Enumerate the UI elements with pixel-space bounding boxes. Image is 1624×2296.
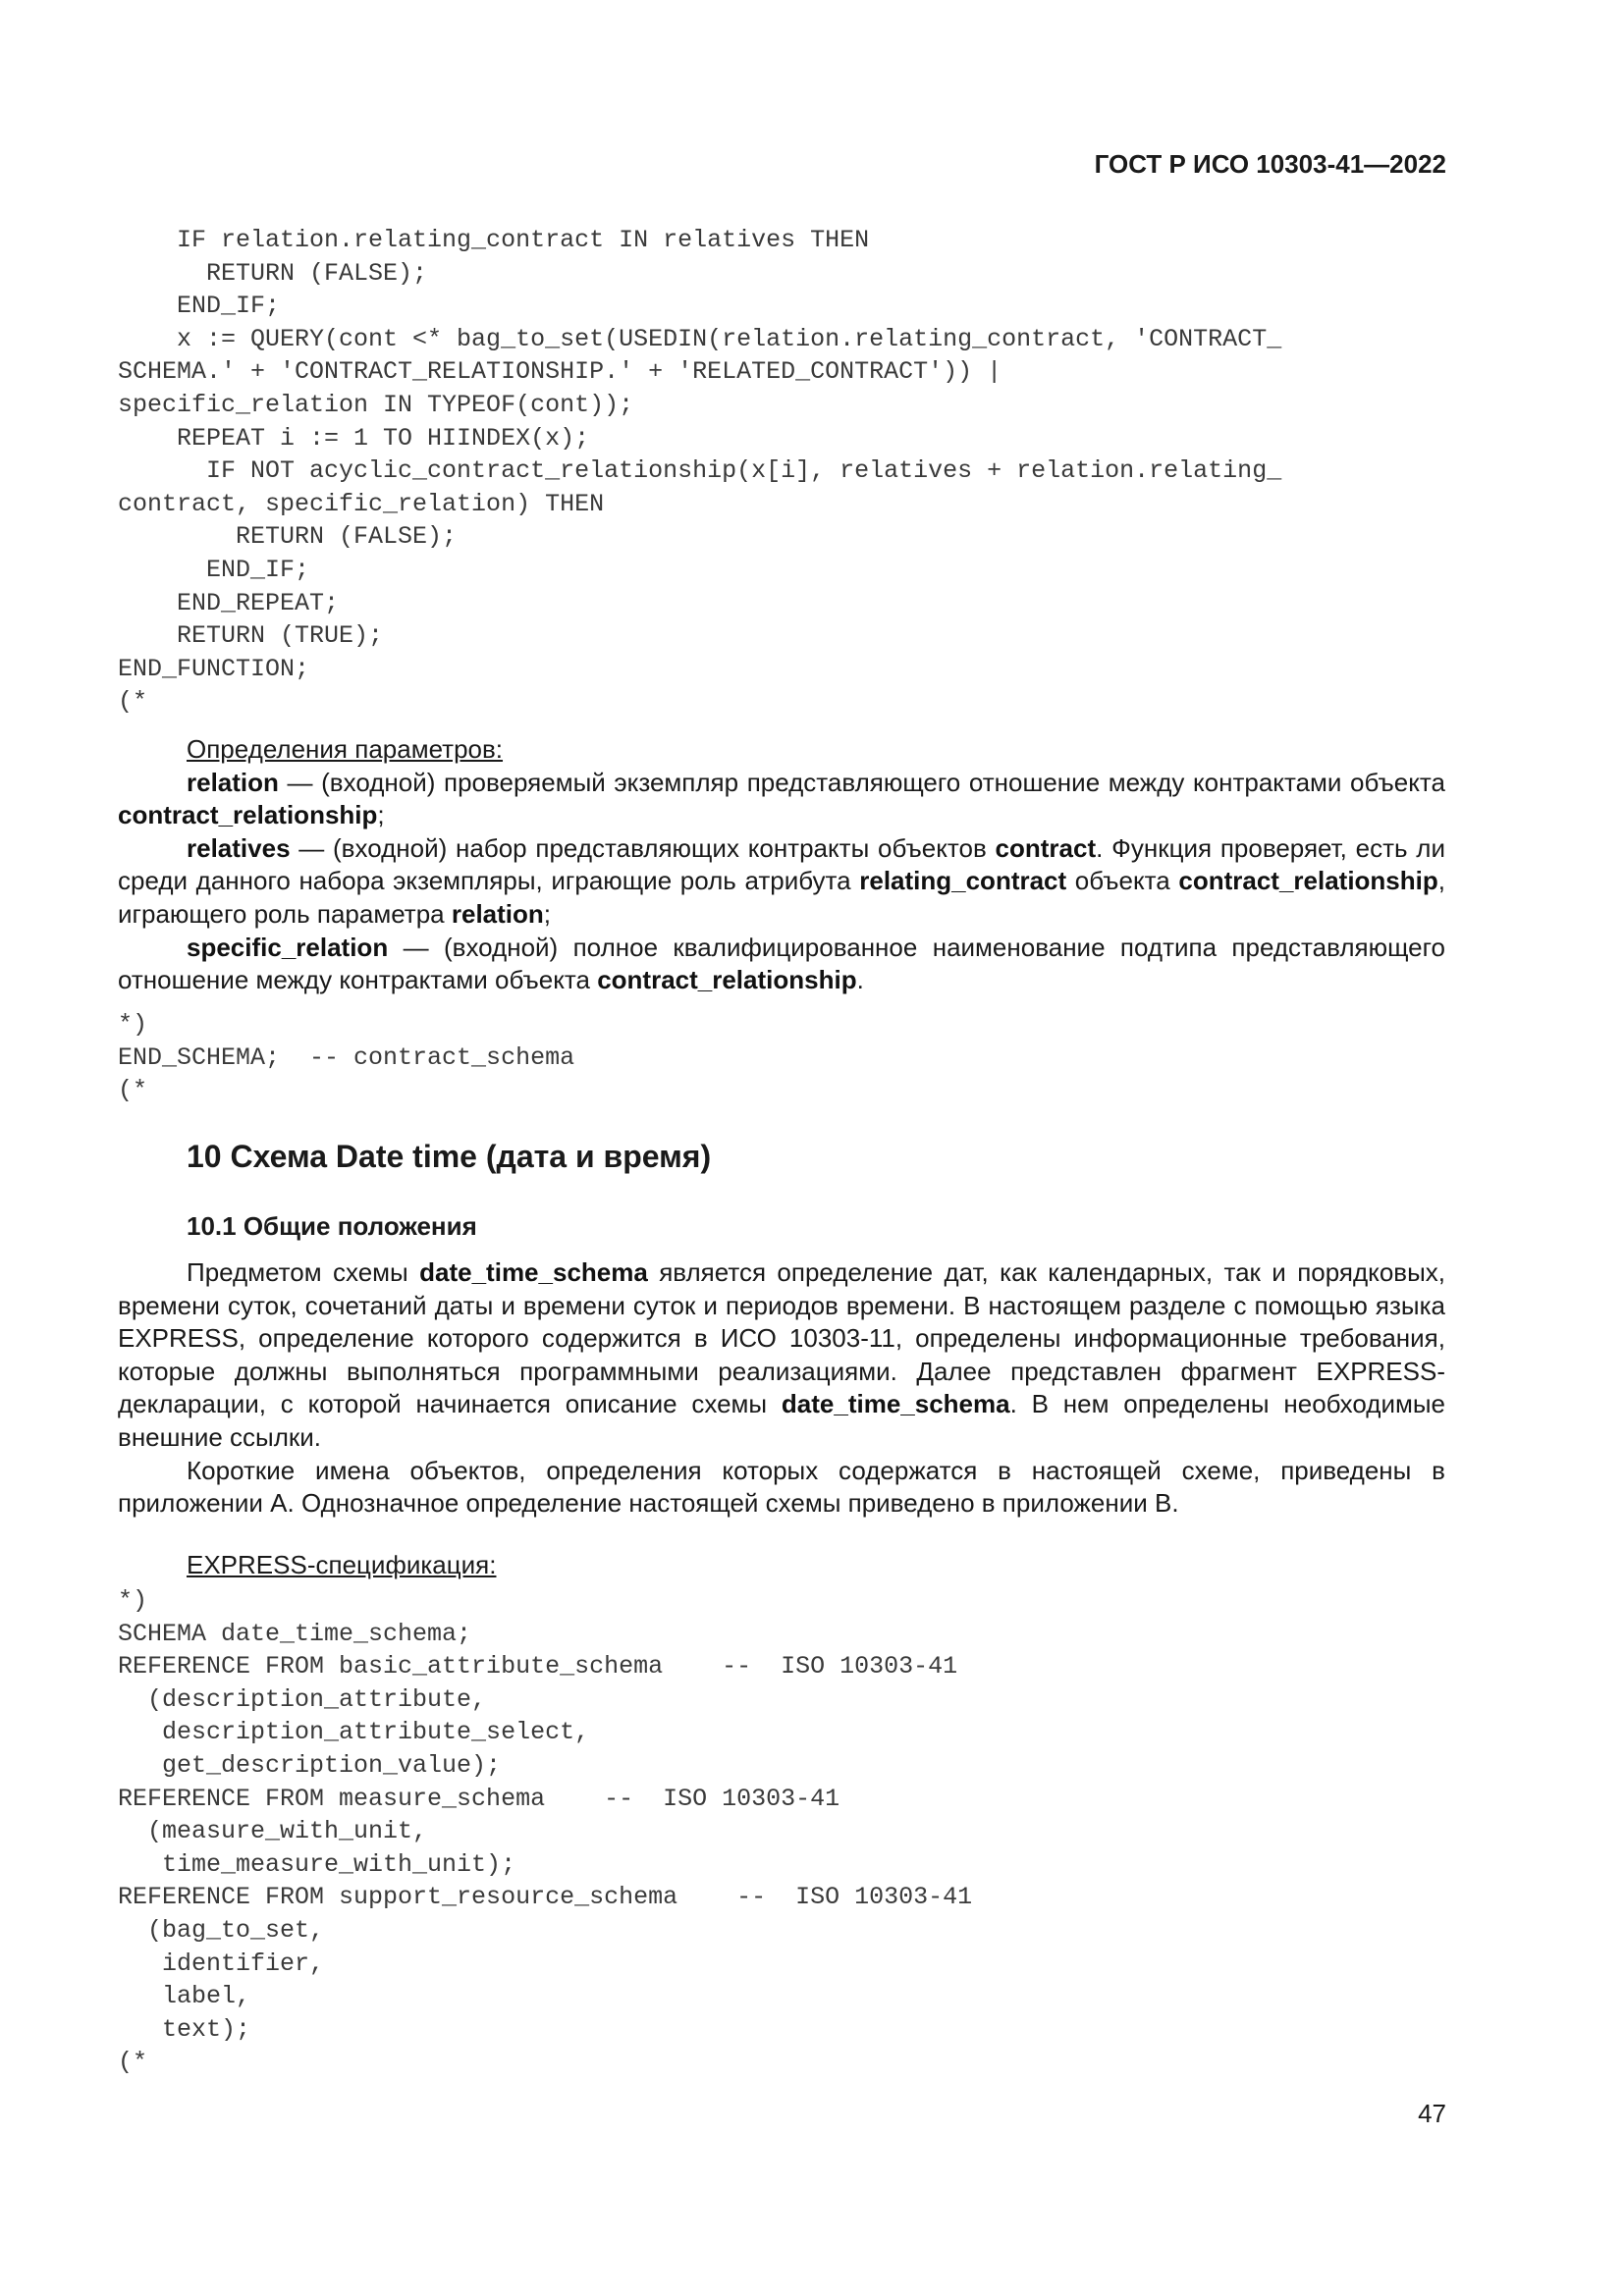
param-specific-relation: specific_relation — (входной) полное квалифицированное наименование подтипа представляющего отношение между контрактами объекта contract_relationship. — [118, 932, 1445, 995]
section-10-1-body — [118, 1256, 1445, 1521]
section-10-heading: 10 Схема Date time (дата и время) — [187, 1139, 712, 1174]
param-relatives: relatives — (входной) набор представляющих контракты объектов contract. Функция проверяет, есть ли среди данного набора экземпляры, играющие роль атрибута relating_contract объекта contract_relationship, играющего роль параметра relation; — [118, 832, 1445, 929]
page-number: 47 — [1418, 2099, 1446, 2128]
annex-paragraph: Короткие имена объектов, определения которых содержатся в настоящей схеме, приведены в приложении А. Однозначное определение настоящей схемы приведено в приложении В. — [118, 1455, 1445, 1519]
parameter-definitions — [118, 733, 1445, 997]
parameter-definitions-title: Определения параметров: — [187, 734, 504, 764]
code-block-end-schema: *) END_SCHEMA; -- contract_schema (* — [118, 1010, 575, 1105]
code-block-schema-declaration: *) SCHEMA date_time_schema; REFERENCE FROM basic_attribute_schema -- ISO 10303-41 (description_attribute, description_attribute_select, get_description_value); REFERENCE FROM measure_schema -- ISO 10303-41 (measure_with_unit, time_measure_with_unit); REFERENCE FROM support_resource_schema -- ISO 10303-41 (bag_to_set, identifier, label, text); (* — [118, 1586, 973, 2077]
param-relation: relation — (входной) проверяемый экземпляр представляющего отношение между контрактами объекта contract_relationship; — [118, 767, 1445, 830]
standard-header: ГОСТ Р ИСО 10303-41—2022 — [1094, 149, 1446, 179]
section-10-1-heading: 10.1 Общие положения — [187, 1211, 477, 1241]
code-block-function-end: IF relation.relating_contract IN relatives THEN RETURN (FALSE); END_IF; x := QUERY(cont <* bag_to_set(USEDIN(relation.relating_contract, 'CONTRACT_ SCHEMA.' + 'CONTRACT_RELATIONSHIP.' + 'RELATED_CONTRACT')) | specific_relation IN TYPEOF(cont)); REPEAT i := 1 TO HIINDEX(x); IF NOT acyclic_contract_relationship(x[i], relatives + relation.relating_ contract, specific_relation) THEN RETURN (FALSE); END_IF; END_REPEAT; RETURN (TRUE); END_FUNCTION; (* — [118, 226, 1282, 717]
intro-paragraph: Предметом схемы date_time_schema является определение дат, как календарных, так и порядковых, времени суток, сочетаний даты и времени суток и периодов времени. В настоящем разделе с помощью языка EXPRESS, определение которого содержится в ИСО 10303-11, определены информационные требования, которые должны выполняться программными реализациями. Далее представлен фрагмент EXPRESS-декларации, с которой начинается описание схемы date_time_schema. В нем определены необходимые внешние ссылки. — [118, 1257, 1445, 1452]
express-spec-label: EXPRESS-спецификация: — [187, 1550, 497, 1579]
